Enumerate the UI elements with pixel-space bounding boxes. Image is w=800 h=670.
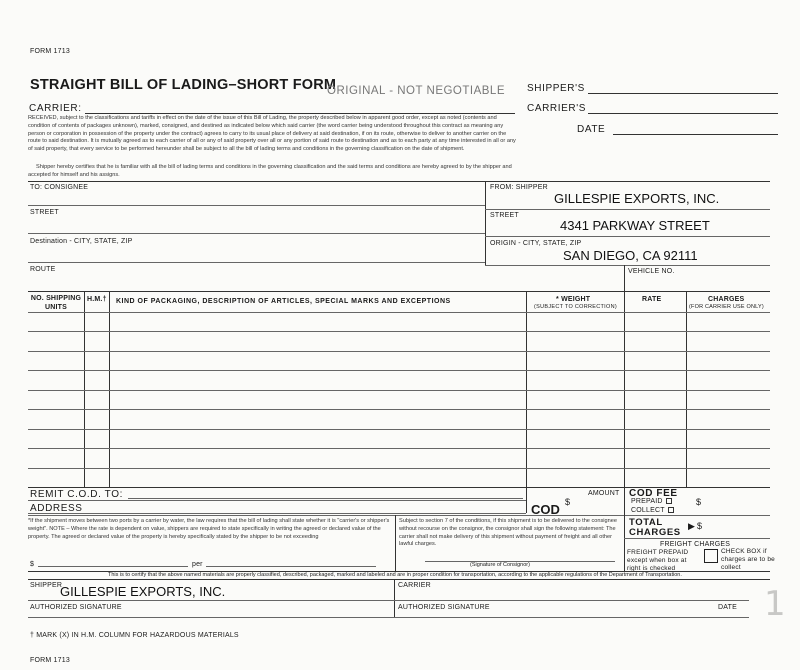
copy-number: 1: [764, 584, 786, 624]
route-label: ROUTE: [30, 266, 56, 273]
bottom-carrier-label: CARRIER: [398, 582, 431, 589]
col-header-charges: CHARGES: [708, 296, 745, 303]
table-top-rule: [28, 291, 770, 292]
table-row[interactable]: [28, 409, 770, 410]
table-row[interactable]: [28, 429, 770, 430]
terms-text: RECEIVED, subject to the classifications and tariffs in effect on the date of the issue of this Bill of Lading, the property described below in apparent good order, except as noted (contents and condition of contents of packages unknown), marked, consigned, and destined as indicated below which said carrier (the word carrier being understood throughout this contract as meaning any person or corporation in possession of the property under the contract) agrees to carry to its usual place of delivery at said destination, if on its route, otherwise to deliver to another carrier on the route to said destination. It is mutually agreed as to each carrier of all or any of said property over all or any portion of said route to destination and as to each party at any time interested in all or any of said property, that every service to be performed hereunder shall be subject to all the bill of lading terms and conditions in the governing classification on the date of shipment.: [28, 115, 516, 153]
form-number-bottom: FORM 1713: [30, 657, 70, 664]
prepaid-checkbox[interactable]: [666, 498, 672, 504]
terms-text-2: Shipper hereby certifies that he is familiar with all the bill of lading terms and conditions in the governing classification and the said terms and conditions are hereby agreed to by the shipper and accepted for himself and his assigns.: [28, 164, 512, 178]
col-header-description: KIND OF PACKAGING, DESCRIPTION OF ARTICLES, SPECIAL MARKS AND EXCEPTIONS: [116, 298, 451, 305]
cod-fee-label: COD FEE: [629, 488, 678, 499]
shipper-authorized-signature-label: AUTHORIZED SIGNATURE: [30, 604, 122, 611]
table-row[interactable]: [28, 331, 770, 332]
table-row[interactable]: [28, 448, 770, 449]
cod-fee-currency: $: [696, 497, 702, 507]
carrier-label: CARRIER:: [29, 103, 82, 114]
shippers-label: SHIPPER'S: [527, 83, 585, 94]
water-note: *If the shipment moves between two ports by a carrier by water, the law requires that the bill of lading shall state whether it is "carrier's or shipper's weight". NOTE – Where the rate is dependent on value, shippers are required to state specifically in writing the agreed or declared value of the property. The agreed or declared value of the property is hereby specifically stated by the shipper to be not exceeding: [28, 518, 390, 540]
carriers-label: CARRIER'S: [527, 103, 586, 114]
col-header-hm: H.M.†: [87, 296, 107, 303]
remit-cod-line[interactable]: [128, 498, 523, 499]
collect-check-box[interactable]: [704, 549, 718, 563]
date-label: DATE: [577, 124, 606, 135]
address-label: ADDRESS: [30, 503, 83, 514]
table-row[interactable]: [28, 351, 770, 352]
carrier-authorized-signature-label: AUTHORIZED SIGNATURE: [398, 604, 490, 611]
origin-value[interactable]: SAN DIEGO, CA 92111: [563, 248, 698, 263]
certify-text: This is to certify that the above named materials are properly classified, described, packaged, marked and labeled and are in proper condition for transportation, according to the applicable regulations of the Department of Transportation.: [108, 572, 682, 578]
consignee-divider: [485, 181, 486, 265]
prepaid-option[interactable]: [631, 498, 672, 505]
shipper-value[interactable]: GILLESPIE EXPORTS, INC.: [60, 584, 226, 599]
freight-charges-label: FREIGHT CHARGES: [660, 541, 731, 548]
from-shipper-label: FROM: SHIPPER: [490, 184, 548, 191]
table-row[interactable]: [28, 390, 770, 391]
declared-value-line[interactable]: [38, 566, 188, 567]
bottom-date-label: DATE: [718, 604, 737, 611]
carriers-line[interactable]: [588, 113, 778, 114]
cod-label: COD: [531, 502, 560, 517]
form-subtitle: ORIGINAL - NOT NEGOTIABLE: [327, 85, 506, 97]
table-row[interactable]: [28, 468, 770, 469]
col-header-charges-sub: (FOR CARRIER USE ONLY): [689, 304, 764, 310]
block-top-rule: [28, 181, 770, 182]
hazmat-note: † MARK (X) IN H.M. COLUMN FOR HAZARDOUS MATERIALS: [30, 632, 239, 639]
col-header-units: NO. SHIPPING UNITS: [30, 295, 82, 311]
table-row[interactable]: [28, 370, 770, 371]
to-consignee-label: TO: CONSIGNEE: [30, 184, 89, 191]
collect-option[interactable]: [631, 507, 674, 514]
collect-checkbox[interactable]: [668, 507, 674, 513]
date-line[interactable]: [613, 134, 778, 135]
collect-label: COLLECT: [631, 507, 665, 514]
from-shipper-value[interactable]: GILLESPIE EXPORTS, INC.: [554, 191, 720, 206]
from-street-value[interactable]: 4341 PARKWAY STREET: [560, 218, 710, 233]
per-line[interactable]: [206, 566, 376, 567]
amount-label: AMOUNT: [588, 490, 620, 497]
prepaid-label: PREPAID: [631, 498, 663, 505]
shipper-label: SHIPPER: [30, 582, 63, 589]
remit-cod-label: REMIT C.O.D. TO:: [30, 489, 123, 500]
total-charges-currency: $: [697, 521, 703, 531]
cod-currency: $: [565, 497, 571, 507]
shippers-line[interactable]: [588, 93, 778, 94]
col-header-rate: RATE: [642, 296, 662, 303]
signature-of-consignor: (Signature of Consignor): [470, 562, 530, 568]
col-header-weight-sub: (SUBJECT TO CORRECTION): [534, 304, 617, 310]
check-box-text: CHECK BOX if charges are to be collect: [721, 548, 775, 571]
value-currency: $: [30, 561, 35, 568]
form-number-top: FORM 1713: [30, 48, 70, 55]
per-label: per: [192, 561, 203, 568]
carrier-line[interactable]: [85, 113, 515, 114]
freight-prepaid-text: FREIGHT PREPAID except when box at right is checked: [627, 549, 689, 572]
street-label: STREET: [30, 209, 59, 216]
form-title: STRAIGHT BILL OF LADING–SHORT FORM: [30, 77, 337, 93]
vehicle-label: VEHICLE NO.: [628, 268, 675, 275]
total-charges-arrow: ▶: [688, 521, 695, 531]
origin-label: ORIGIN - CITY, STATE, ZIP: [490, 240, 582, 247]
total-charges-label: TOTAL CHARGES: [629, 517, 681, 538]
from-street-label: STREET: [490, 212, 519, 219]
col-header-weight: * WEIGHT: [556, 296, 591, 303]
destination-label: Destination - CITY, STATE, ZIP: [30, 238, 133, 245]
section7-note: Subject to section 7 of the conditions, if this shipment is to be delivered to the consignee without recourse on the consignor, the consignor shall sign the following statement: The carrier shall not make delivery of this shipment without payment of freight and all other lawful charges.: [399, 518, 617, 548]
table-row[interactable]: [28, 312, 770, 313]
